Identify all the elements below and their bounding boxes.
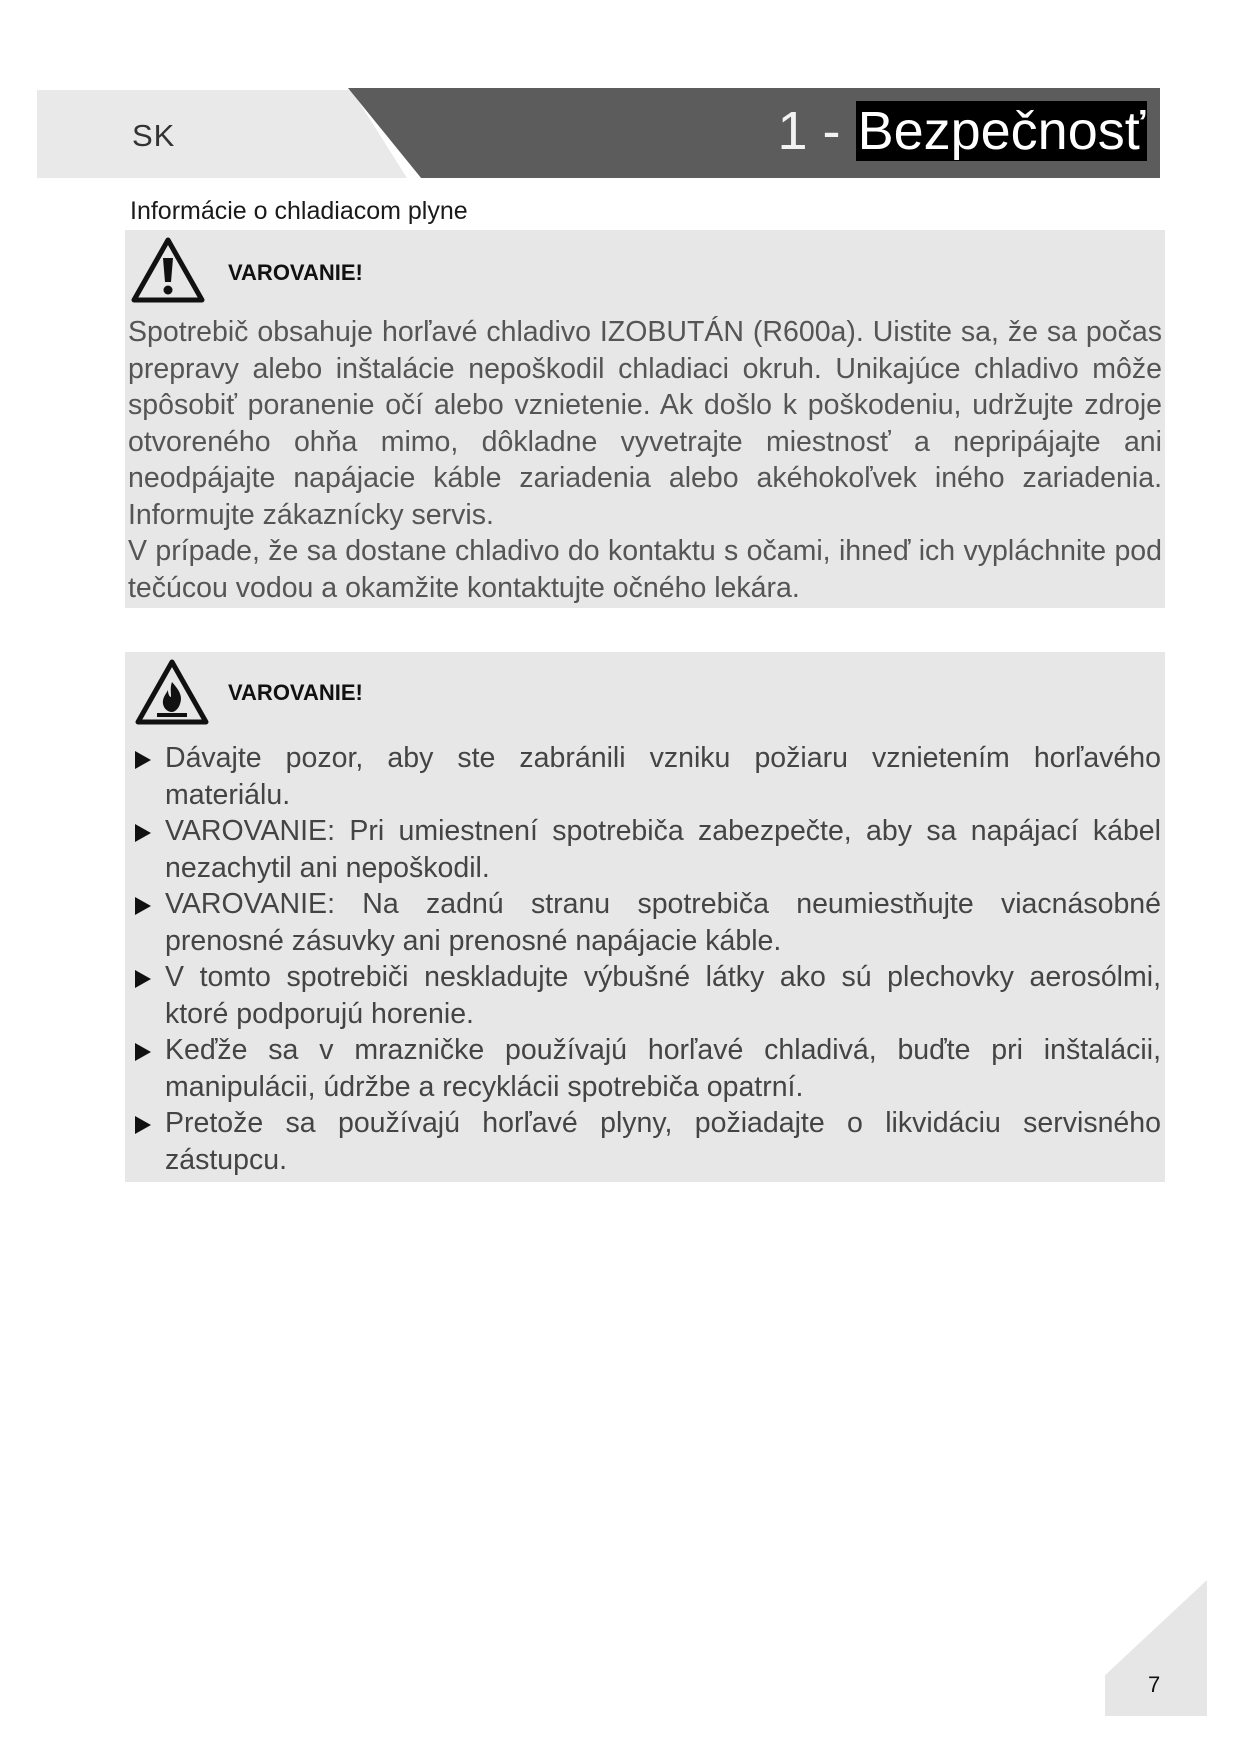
language-code: SK [132, 118, 176, 153]
warning-paragraph: Spotrebič obsahuje horľavé chladivo IZOBUTÁN (R600a). Uistite sa, že sa počas prepravy alebo inštalácie nepoškodil chladiaci okruh. Unikajúce chladivo môže spôsobiť poranenie očí alebo vznietenie. Ak došlo k poškodeniu, udržujte zdroje otvoreného ohňa mimo, dôkladne vyvetrajte miestnosť a nepripájajte ani neodpájajte napájacie káble zariadenia alebo akéhokoľvek iného zariadenia. Informujte zákaznícky servis. [128, 316, 1162, 531]
list-item: VAROVANIE: Na zadnú stranu spotrebiča neumiestňujte viacnásobné prenosné zásuvky ani prenosné napájacie káble. [135, 886, 1161, 959]
list-item: Keďže sa v mrazničke používajú horľavé chladivá, buďte pri inštalácii, manipulácii, údržbe a recyklácii spotrebiča opatrní. [135, 1032, 1161, 1105]
chapter-title-text: Bezpečnosť [857, 101, 1145, 161]
list-item: VAROVANIE: Pri umiestnení spotrebiča zabezpečte, aby sa napájací kábel nezachytil ani nepoškodil. [135, 813, 1161, 886]
exclamation-warning-icon [129, 234, 207, 306]
warning-paragraph-eyes: V prípade, že sa dostane chladivo do kontaktu s očami, ihneď ich vypláchnite pod tečúcou vodou a okamžite kontaktujte očného lekára. [128, 535, 1162, 604]
warning-list [135, 740, 1161, 1178]
warning-label: VAROVANIE! [228, 680, 363, 705]
section-subtitle: Informácie o chladiacom plyne [130, 197, 468, 225]
page-number: 7 [1148, 1672, 1161, 1697]
list-item: Pretože sa používajú horľavé plyny, požiadajte o likvidáciu servisného zástupcu. [135, 1105, 1161, 1178]
warning-text [128, 314, 1162, 606]
list-item: V tomto spotrebiči neskladujte výbušné látky ako sú plechovky aerosólmi, ktoré podporujú horenie. [135, 959, 1161, 1032]
header-left-band [37, 90, 407, 178]
warning-box-refrigerant [125, 230, 1165, 608]
list-item: Dávajte pozor, aby ste zabránili vzniku požiaru vznietením horľavého materiálu. [135, 740, 1161, 813]
warning-label: VAROVANIE! [228, 260, 363, 285]
flame-warning-icon [133, 656, 211, 728]
warning-box-fire [125, 652, 1165, 1182]
chapter-title [777, 101, 1147, 161]
chapter-number: 1 - [777, 101, 841, 161]
